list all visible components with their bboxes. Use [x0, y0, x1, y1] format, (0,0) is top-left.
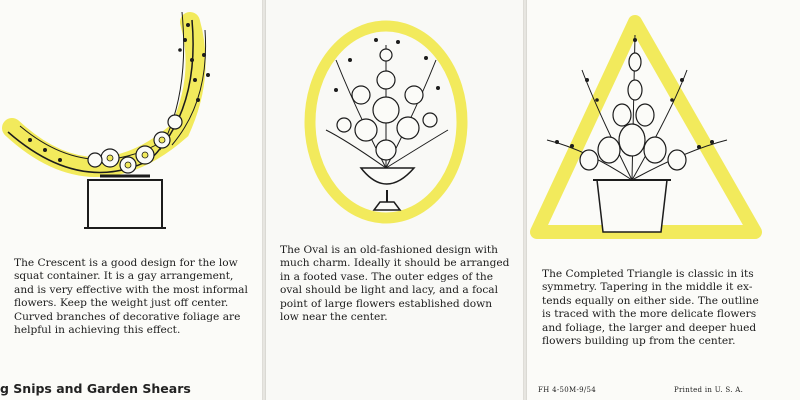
panel-crescent [0, 0, 262, 400]
panel-oval [266, 0, 523, 400]
oval-caption: The Oval is an old-fashioned design with much charm. Ideally it should be arranged in a footed vase. The outer edges of the oval should be light and lacy, and a focal point of large flowers established down low near the center. [280, 244, 510, 324]
crescent-arrangement-illustration [0, 0, 262, 250]
footer-title: g Snips and Garden Shears [0, 381, 191, 396]
crescent-caption: The Crescent is a good design for the low squat container. It is a gay arrangement, and is very effective with the most informal flowers. Keep the weight just off center. Curved branches of decorative foliage are helpful in achieving this effect. [14, 257, 248, 337]
triangle-arrangement-illustration [527, 0, 800, 260]
triangle-caption: The Completed Triangle is classic in its symmetry. Tapering in the middle it ex- tends equally on either side. The outline is traced with the more delicate flowers and foliage, the larger and deeper hued flowers building up from the center. [542, 268, 759, 348]
print-code: FH 4-50M-9/54 [538, 386, 597, 394]
oval-arrangement-illustration [266, 0, 523, 240]
printed-in-usa: Printed in U. S. A. [674, 386, 744, 394]
panel-triangle [527, 0, 800, 400]
